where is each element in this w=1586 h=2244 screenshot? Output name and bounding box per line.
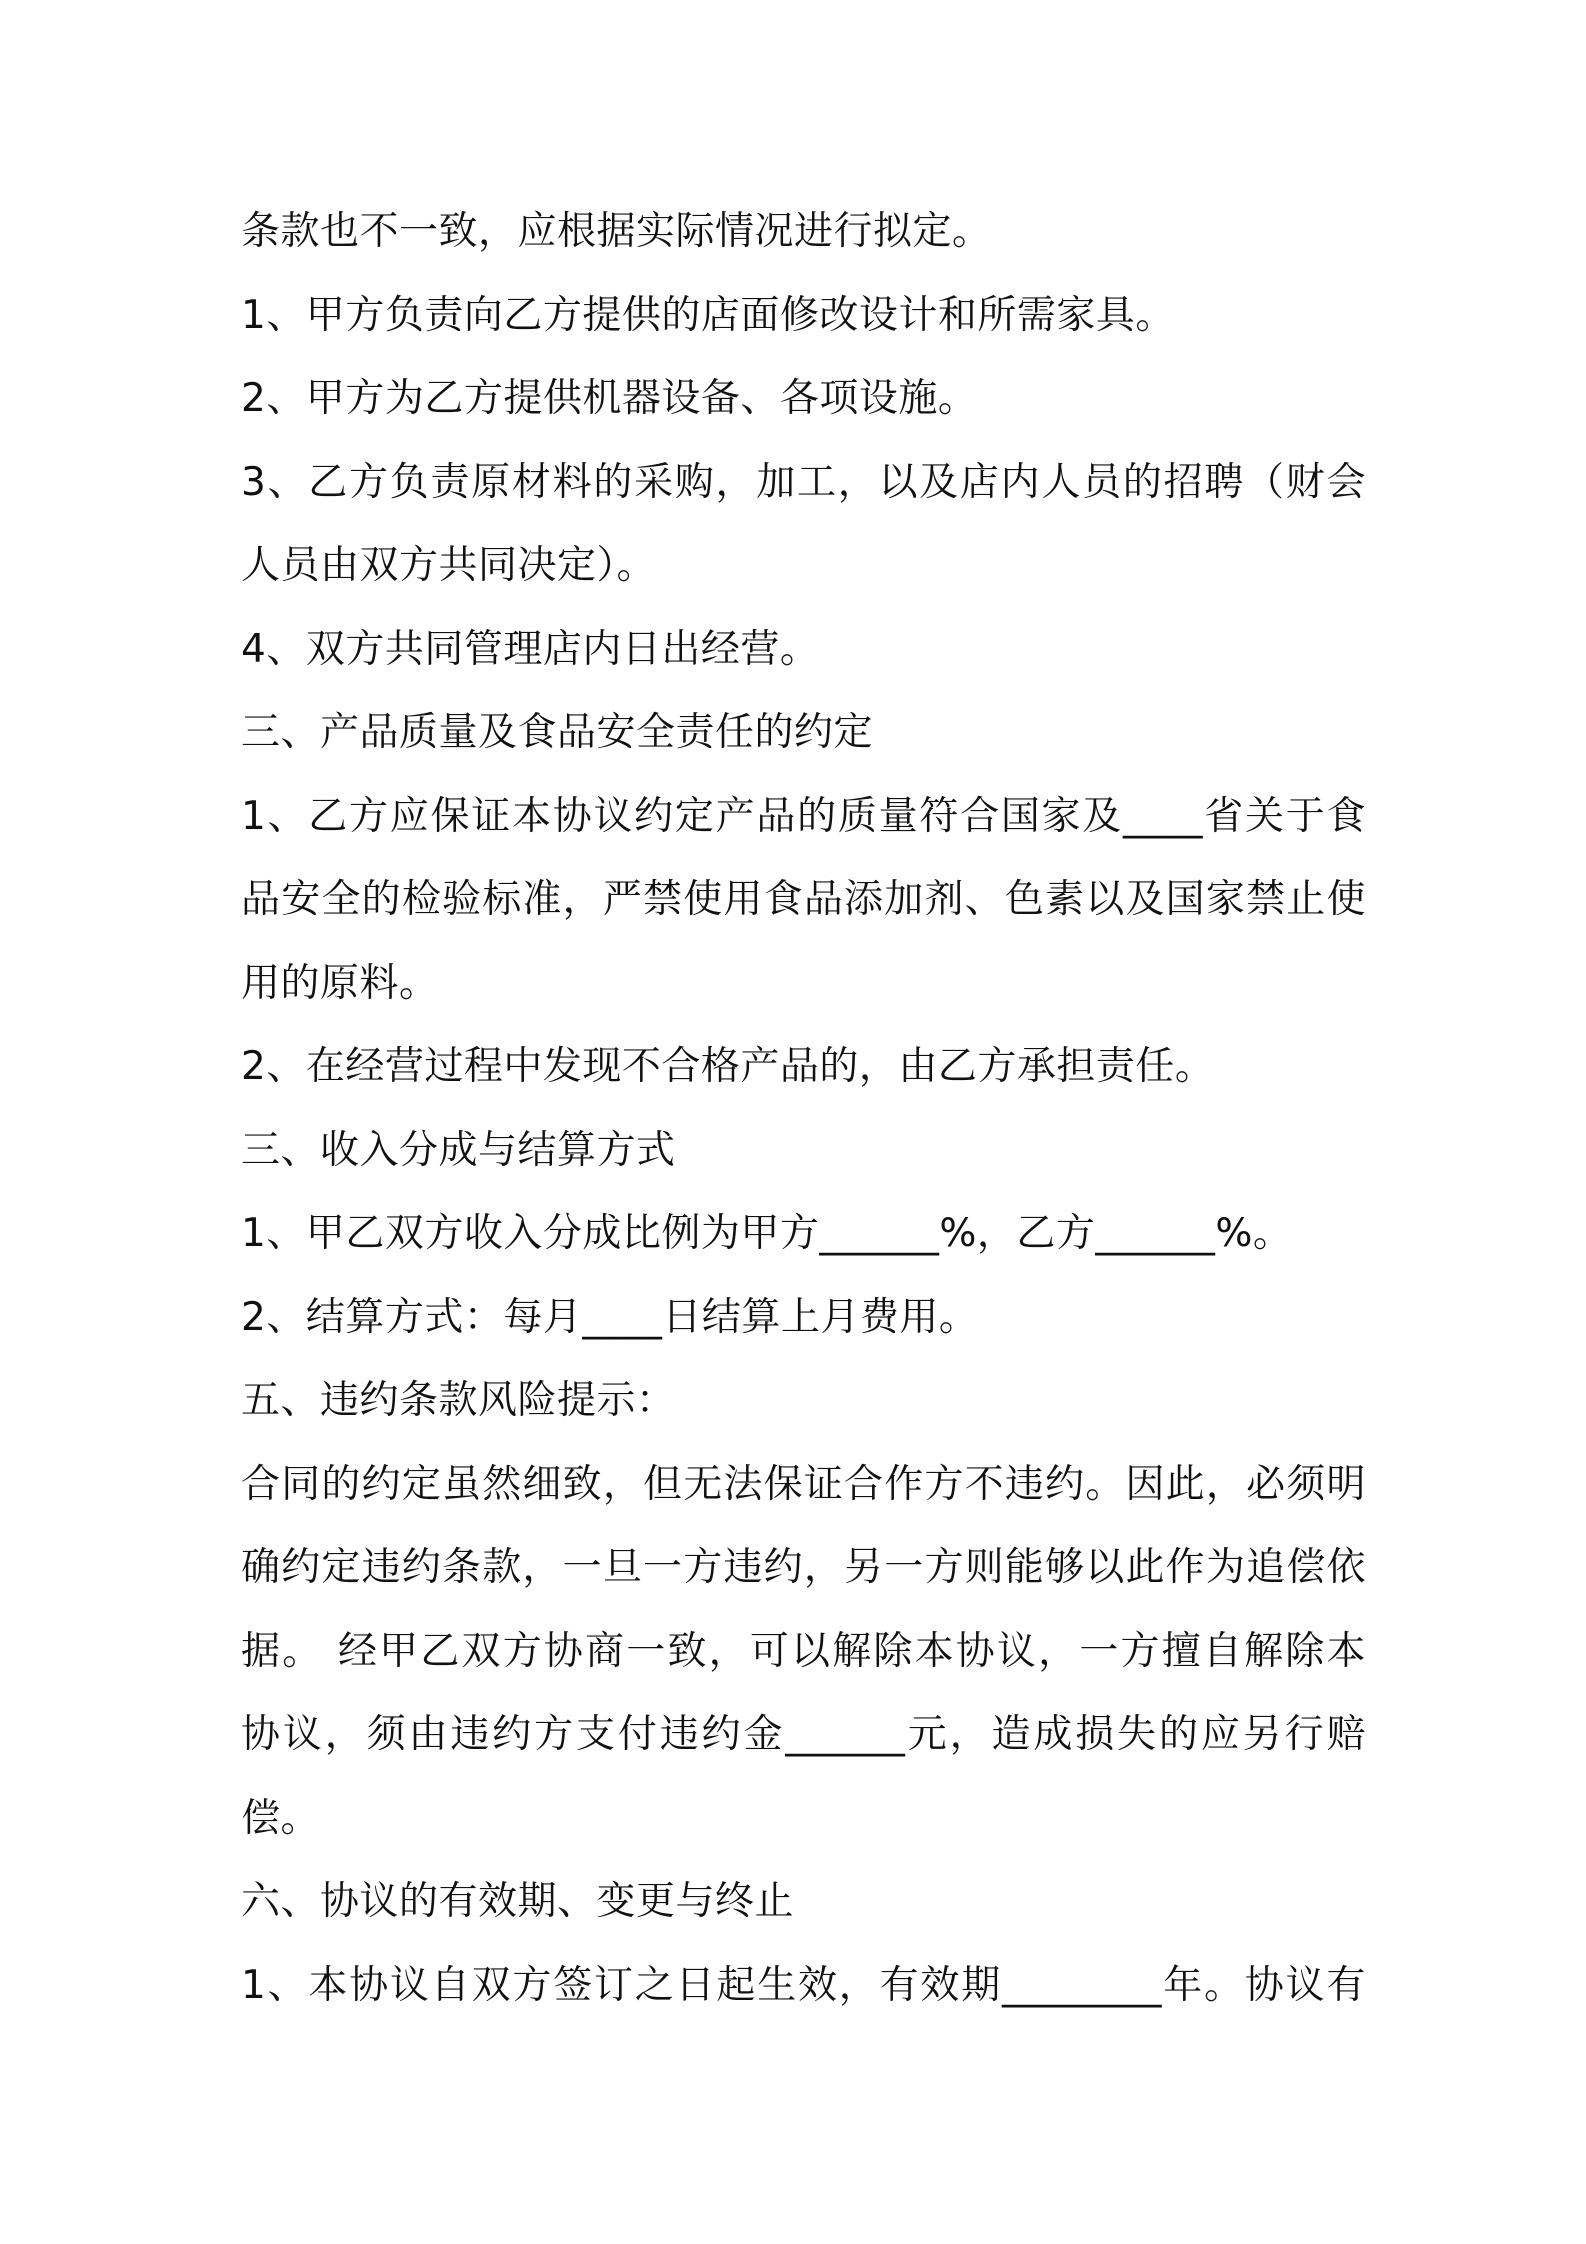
text-line: 1、甲乙双方收入分成比例为甲方______%，乙方______%。 bbox=[241, 1211, 1293, 1256]
text-line: 2、在经营过程中发现不合格产品的，由乙方承担责任。 bbox=[241, 1044, 1215, 1089]
document-body bbox=[241, 190, 1366, 2027]
text-line: 用的原料。 bbox=[241, 960, 439, 1006]
text-line: 2、结算方式：每月____日结算上月费用。 bbox=[241, 1294, 979, 1340]
text-line: 4、双方共同管理店内日出经营。 bbox=[241, 626, 820, 672]
section-heading: 六、协议的有效期、变更与终止 bbox=[241, 1879, 795, 1924]
text-line: 3、乙方负责原材料的采购，加工，以及店内人员的招聘（财会 bbox=[241, 459, 1366, 505]
text-line: 条款也不一致，应根据实际情况进行拟定。 bbox=[241, 209, 992, 254]
text-line: 1、甲方负责向乙方提供的店面修改设计和所需家具。 bbox=[241, 292, 1175, 338]
text-line: 品安全的检验标准，严禁使用食品添加剂、色素以及国家禁止使 bbox=[241, 877, 1366, 922]
text-line: 合同的约定虽然细致，但无法保证合作方不违约。因此，必须明 bbox=[241, 1461, 1366, 1507]
text-line: 1、乙方应保证本协议约定产品的质量符合国家及____省关于食 bbox=[241, 793, 1366, 839]
text-line: 偿。 bbox=[241, 1795, 321, 1841]
text-line: 据。 经甲乙双方协商一致，可以解除本协议，一方擅自解除本 bbox=[241, 1628, 1366, 1674]
section-heading: 三、产品质量及食品安全责任的约定 bbox=[241, 710, 874, 755]
text-line: 确约定违约条款，一旦一方违约，另一方则能够以此作为追偿依 bbox=[241, 1545, 1366, 1590]
text-line: 2、甲方为乙方提供机器设备、各项设施。 bbox=[241, 376, 978, 421]
text-line: 1、本协议自双方签订之日起生效，有效期________年。协议有 bbox=[241, 1962, 1366, 2008]
section-heading: 三、收入分成与结算方式 bbox=[241, 1127, 676, 1173]
text-line: 人员由双方共同决定）。 bbox=[241, 543, 657, 588]
section-heading: 五、违约条款风险提示： bbox=[241, 1378, 676, 1423]
text-line: 协议，须由违约方支付违约金______元，造成损失的应另行赔 bbox=[241, 1712, 1366, 1757]
